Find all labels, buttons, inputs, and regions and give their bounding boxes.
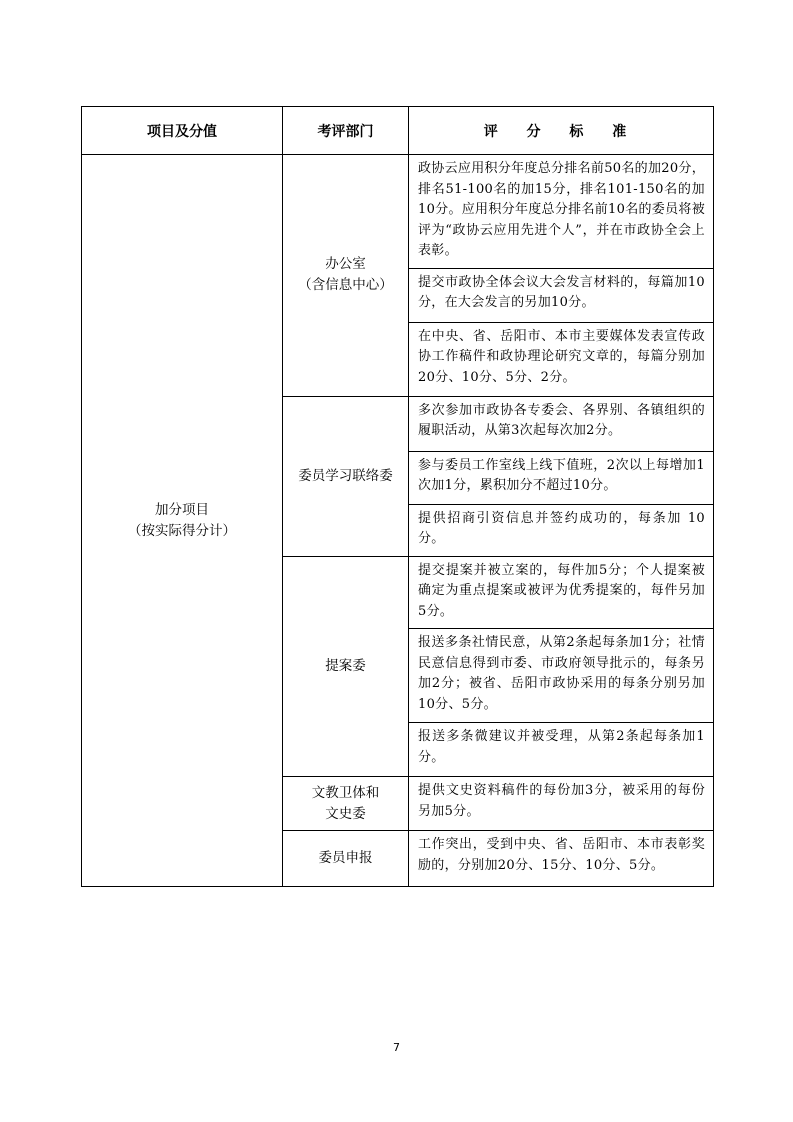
standard-cell: 提交市政协全体会议大会发言材料的，每篇加10分，在大会发言的另加10分。 <box>409 268 714 322</box>
dept-sublabel: 文史委 <box>325 805 366 822</box>
standard-cell: 报送多条微建议并被受理，从第2条起每条加1分。 <box>409 723 714 777</box>
header-standard: 评 分 标 准 <box>409 107 714 155</box>
standard-cell: 报送多条社情民意，从第2条起每条加1分；社情民意信息得到市委、市政府领导批示的，每条另加2分；被省、岳阳市政协采用的每条分别另加10分、5分。 <box>409 629 714 723</box>
standard-cell: 多次参加市政协各专委会、各界别、各镇组织的履职活动，从第3次起每次加2分。 <box>409 396 714 451</box>
category-label: 加分项目 <box>155 501 209 518</box>
dept-cell-proposal <box>283 556 409 777</box>
standard-cell: 工作突出，受到中央、省、岳阳市、本市表彰奖励的，分别加20分、15分、10分、5分。 <box>409 831 714 887</box>
standard-cell: 提供招商引资信息并签约成功的，每条加 10分。 <box>409 504 714 556</box>
standard-cell: 提供文史资料稿件的每份加3分，被采用的每份另加5分。 <box>409 777 714 831</box>
dept-sublabel: （含信息中心） <box>298 277 393 294</box>
scoring-table <box>81 106 714 887</box>
standard-cell: 提交提案并被立案的，每件加5分；个人提案被确定为重点提案或被评为优秀提案的，每件另加5分。 <box>409 556 714 629</box>
dept-cell-declaration <box>283 831 409 887</box>
dept-cell-liaison <box>283 396 409 556</box>
dept-cell-office <box>283 155 409 397</box>
header-dept: 考评部门 <box>283 107 409 155</box>
standard-cell: 参与委员工作室线上线下值班，2次以上每增加1次加1分，累积加分不超过10分。 <box>409 451 714 504</box>
dept-label: 委员申报 <box>318 850 373 866</box>
dept-label: 文教卫体和 <box>311 784 380 801</box>
category-note: （按实际得分计） <box>128 522 236 539</box>
table-row <box>82 155 714 269</box>
dept-label: 办公室 <box>325 256 366 273</box>
dept-cell-culture <box>283 777 409 831</box>
page-number: 7 <box>393 1041 400 1054</box>
header-item: 项目及分值 <box>82 107 283 155</box>
dept-label: 委员学习联络委 <box>298 467 393 484</box>
table-header-row <box>82 107 714 155</box>
standard-cell: 在中央、省、岳阳市、本市主要媒体发表宣传政协工作稿件和政协理论研究文章的，每篇分别加20分、10分、5分、2分。 <box>409 322 714 396</box>
dept-label: 提案委 <box>325 657 366 674</box>
standard-cell: 政协云应用积分年度总分排名前50名的加20分，排名51-100名的加15分，排名101-150名的加10分。应用积分年度总分排名前10名的委员将被评为“政协云应用先进个人”，并在市政协全会上表彰。 <box>409 155 714 269</box>
category-cell <box>82 155 283 887</box>
